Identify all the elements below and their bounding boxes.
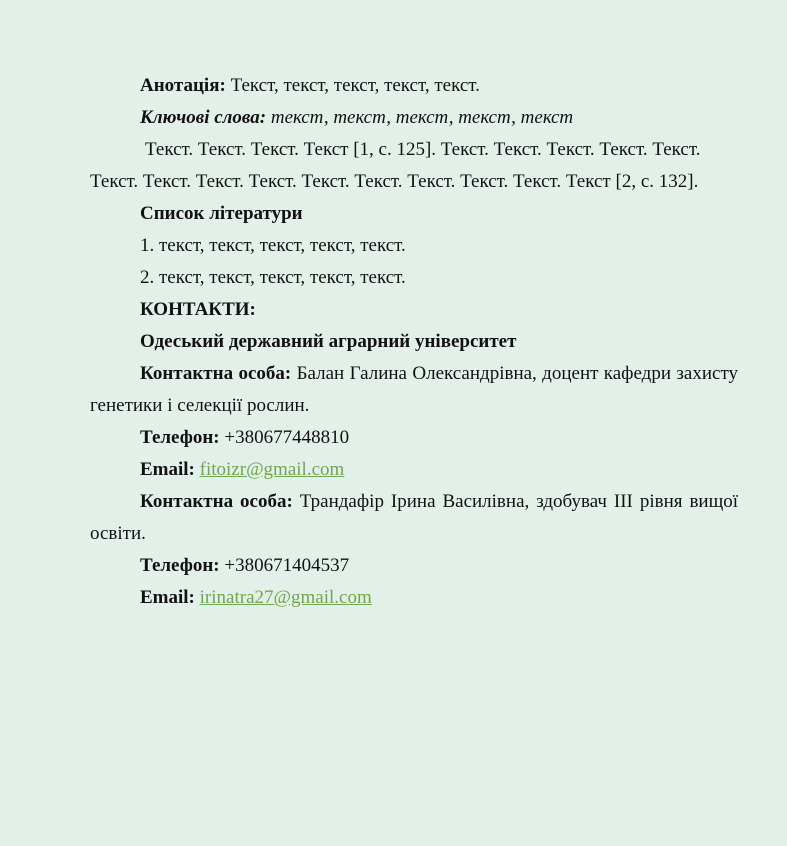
- contacts-heading-text: КОНТАКТИ:: [140, 299, 256, 320]
- reference-item-2: 2. текст, текст, текст, текст, текст.: [140, 267, 406, 288]
- contact-person-1-label: Контактна особа:: [140, 363, 292, 384]
- contact-person-2-text: Трандафір Ірина Василівна, здобувач ІІІ рівня вищої освіти.: [90, 491, 738, 544]
- reference-item-1: 1. текст, текст, текст, текст, текст.: [140, 235, 406, 256]
- contact-person-2-label: Контактна особа:: [140, 491, 293, 512]
- email-2-link[interactable]: irinatra27@gmail.com: [199, 587, 372, 608]
- contact-person-2: [90, 486, 738, 550]
- keywords-paragraph: [90, 102, 738, 134]
- contact-person-1-text: Балан Галина Олександрівна, доцент кафедри захисту генетики і селекції рослин.: [90, 363, 738, 416]
- email-2-label: Email:: [140, 587, 195, 608]
- email-1: [90, 454, 738, 486]
- keywords-text: текст, текст, текст, текст, текст: [270, 107, 574, 128]
- body-paragraph-line-2: Текст. Текст. Текст. Текст. Текст. Текст. Текст. Текст. Текст. Текст [2, с. 132].: [90, 171, 699, 192]
- organization-name: [90, 326, 738, 358]
- phone-2: [90, 550, 738, 582]
- email-2: [90, 582, 738, 614]
- references-heading: [90, 198, 738, 230]
- phone-1: [90, 422, 738, 454]
- abstract-text: Текст, текст, текст, текст, текст.: [230, 75, 480, 96]
- body-paragraph-line-1: Текст. Текст. Текст. Текст [1, с. 125]. Текст. Текст. Текст. Текст. Текст.: [145, 139, 701, 160]
- abstract-paragraph: [90, 70, 738, 102]
- abstract-label: Анотація:: [140, 75, 226, 96]
- organization-name-text: Одеський державний аграрний університет: [140, 331, 517, 352]
- email-1-link[interactable]: fitoizr@gmail.com: [199, 459, 345, 480]
- phone-2-label: Телефон:: [140, 555, 220, 576]
- references-heading-text: Список літератури: [140, 203, 303, 224]
- body-paragraph: [90, 134, 738, 198]
- contacts-heading: [90, 294, 738, 326]
- contact-person-1: [90, 358, 738, 422]
- phone-2-number: +380671404537: [224, 555, 350, 576]
- keywords-label: Ключові слова:: [140, 107, 267, 128]
- email-1-label: Email:: [140, 459, 195, 480]
- phone-1-label: Телефон:: [140, 427, 220, 448]
- phone-1-number: +380677448810: [224, 427, 350, 448]
